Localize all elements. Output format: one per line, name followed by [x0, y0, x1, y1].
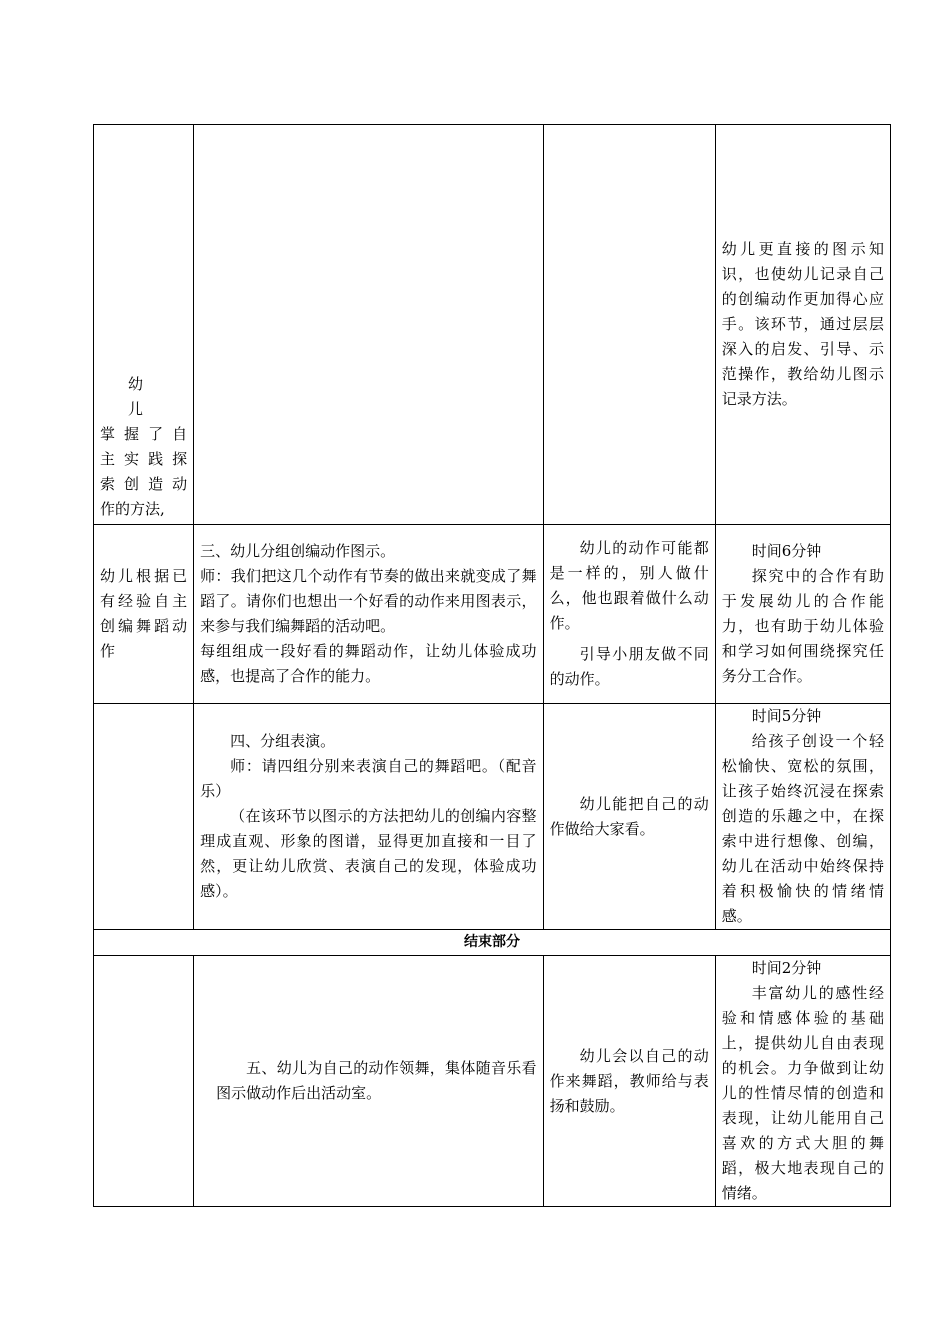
design-intent-cell [715, 525, 890, 704]
design-intent-text: 丰富幼儿的感性经验和情感体验的基础上，提供幼儿自由表现的机会。力争做到让幼儿的性情尽情的创造和表现，让幼儿能用自己喜欢的方式大胆的舞蹈，极大地表现自己的情绪。 [721, 984, 884, 1202]
goal-text: 主实践探 [100, 450, 188, 468]
process-cell [194, 525, 543, 704]
expected-text: 引导小朋友做不同的动作。 [549, 645, 709, 688]
expected-text: 幼儿能把自己的动作做给大家看。 [549, 794, 709, 838]
design-intent-text: 幼儿更直接的图示知识，也使幼儿记录自己的创编动作更加得心应手。该环节，通过层层深入的启发、引导、示范操作，教给幼儿图示记录方法。 [721, 240, 884, 408]
expected-text: 幼儿会以自己的动作来舞蹈，教师给与表扬和鼓励。 [549, 1046, 709, 1115]
process-text: 师：我们把这几个动作有节奏的做出来就变成了舞蹈了。请你们也想出一个好看的动作来用图表示，来参与我们编舞蹈的活动吧。 [200, 567, 537, 635]
time-label: 时间5分钟 [751, 707, 822, 725]
process-step-title: 三、幼儿分组创编动作图示。 [200, 542, 396, 560]
expected-cell [543, 125, 715, 525]
time-label: 时间2分钟 [751, 959, 822, 977]
goal-text: 索创造动 [100, 475, 188, 493]
goal-text: 掌握了自 [100, 425, 188, 443]
lesson-plan-table [93, 124, 891, 1207]
design-intent-cell [715, 704, 890, 930]
process-text: 每组组成一段好看的舞蹈动作，让幼儿体验成功感，也提高了合作的能力。 [200, 642, 537, 685]
table-row [94, 125, 891, 525]
process-step-title: 四、分组表演。 [230, 732, 336, 750]
expected-text: 幼儿的动作可能都是一样的，别人做什么，他也跟着做什么动作。 [549, 539, 709, 632]
process-text: （在该环节以图示的方法把幼儿的创编内容整理成直观、形象的图谱，显得更加直接和一目了然，更让幼儿欣赏、表演自己的发现，体验成功感）。 [200, 807, 537, 900]
design-intent-text: 给孩子创设一个轻松愉快、宽松的氛围，让孩子始终沉浸在探索创造的乐趣之中，在探索中进行想像、创编，幼儿在活动中始终保持着积极愉快的情绪情感。 [721, 732, 884, 925]
expected-cell [543, 525, 715, 704]
goal-text: 幼 儿 [128, 375, 162, 418]
goal-text: 幼儿根据已有经验自主创编舞蹈动作 [100, 567, 188, 660]
process-cell [194, 956, 543, 1207]
goal-cell [94, 704, 194, 930]
expected-cell [543, 704, 715, 930]
table-row [94, 525, 891, 704]
section-title: 结束部分 [94, 930, 891, 956]
table-row [94, 704, 891, 930]
goal-text: 作的方法, [100, 500, 165, 518]
expected-cell [543, 956, 715, 1207]
table-row [94, 956, 891, 1207]
process-cell [194, 704, 543, 930]
design-intent-cell [715, 125, 890, 525]
time-label: 时间6分钟 [751, 542, 822, 560]
process-cell [194, 125, 543, 525]
design-intent-text: 探究中的合作有助于发展幼儿的合作能力，也有助于幼儿体验和学习如何围绕探究任务分工合作。 [721, 567, 884, 685]
goal-cell [94, 956, 194, 1207]
section-header-row [94, 930, 891, 956]
goal-cell [94, 125, 194, 525]
process-text: 师：请四组分别来表演自己的舞蹈吧。（配音乐） [200, 757, 537, 800]
goal-cell [94, 525, 194, 704]
process-text: 五、幼儿为自己的动作领舞，集体随音乐看图示做动作后出活动室。 [216, 1059, 537, 1102]
design-intent-cell [715, 956, 890, 1207]
